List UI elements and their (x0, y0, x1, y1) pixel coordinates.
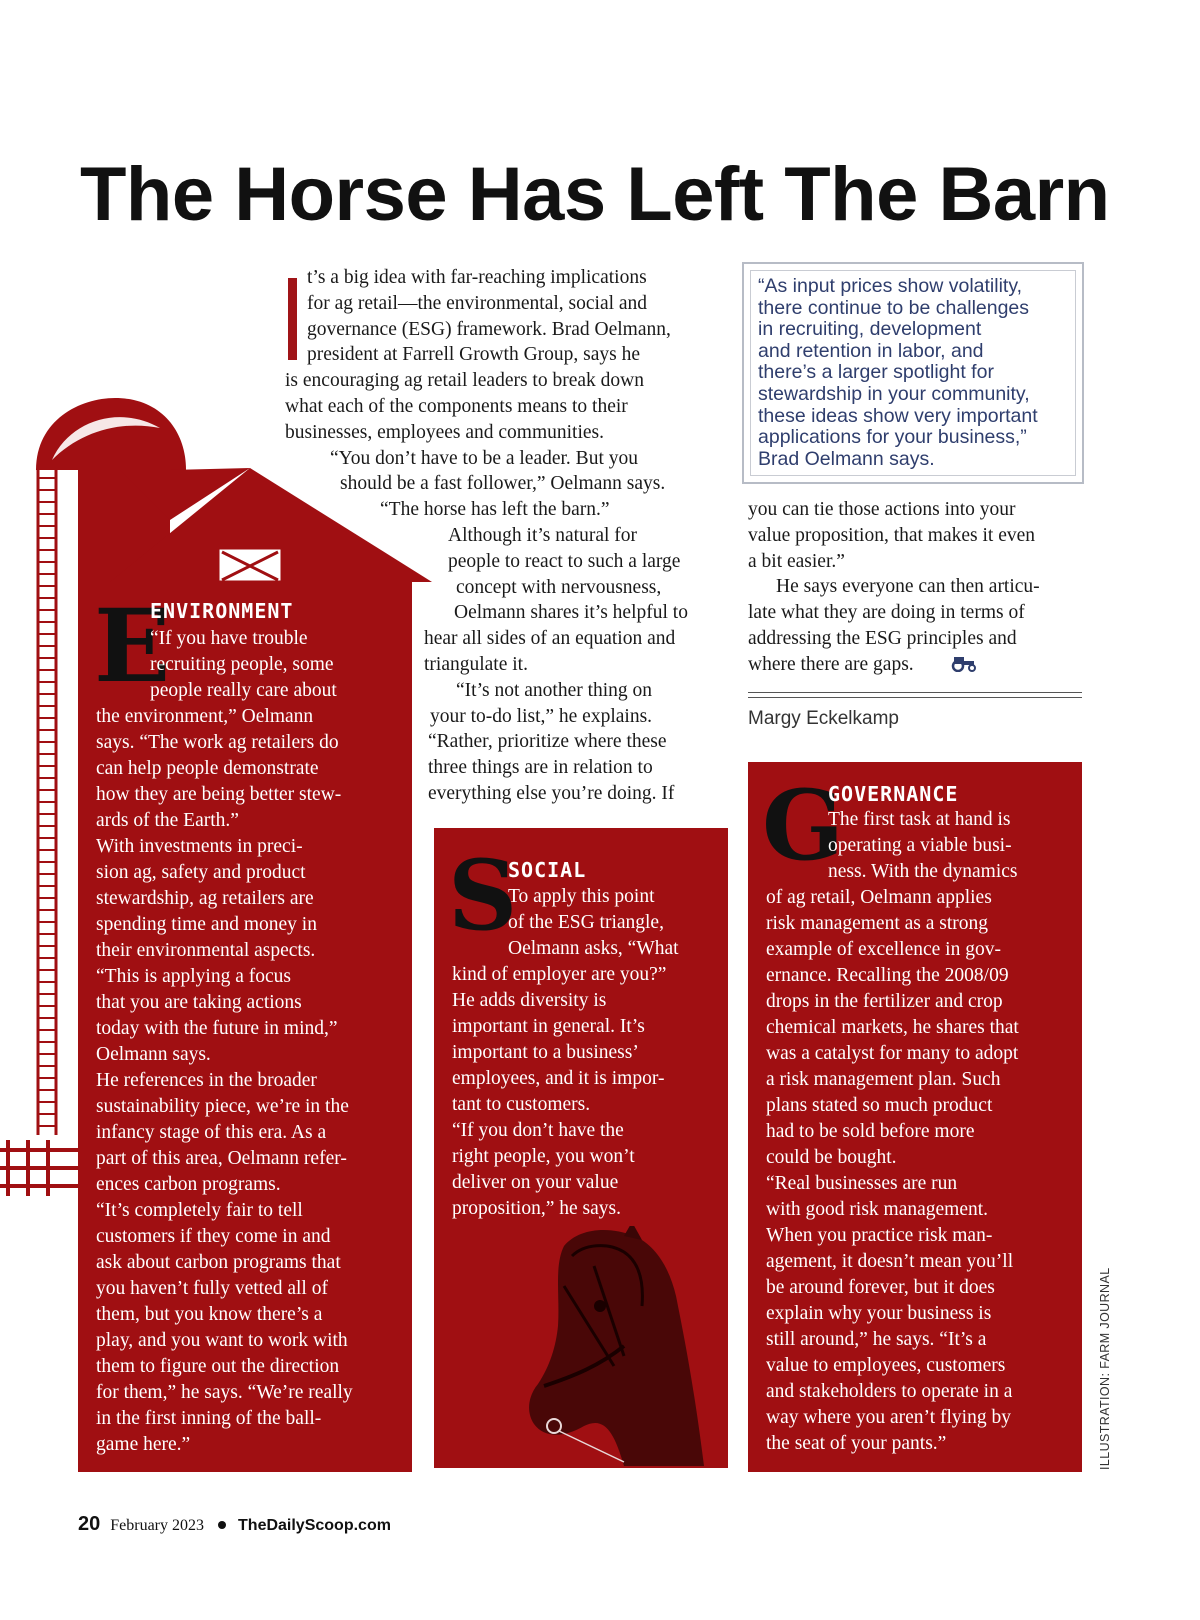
intro-line: businesses, employees and communities. (285, 421, 604, 443)
illustration-credit: ILLUSTRATION: FARM JOURNAL (1098, 1267, 1112, 1470)
right-column-line: where there are gaps. (748, 653, 914, 675)
intro-line: triangulate it. (424, 654, 528, 675)
intro-line: your to-do list,” he explains. (430, 705, 653, 727)
right-column-line: He says everyone can then articu- (776, 576, 1040, 598)
tractor-icon (950, 654, 980, 672)
separator-dot (218, 1521, 226, 1529)
silo-dome (36, 398, 186, 470)
intro-line: t’s a big idea with far-reaching implications (307, 267, 647, 288)
horse-head-illustration (504, 1226, 704, 1466)
right-column-line: you can tie those actions into your (748, 499, 1016, 520)
right-column-line: a bit easier.” (748, 550, 845, 572)
pull-quote-text: “As input prices show volatility, there continue to be challenges in recruiting, development and retention in labor, and there’s a larger spotlight for stewardship in your community, these ideas show very important applications for your business,” Brad Oelmann says. (758, 275, 1038, 470)
governance-body: of ag retail, Oelmann applies risk management as a strong example of excellence in gov- ernance. Recalling the 2008/09 drops in the fertilizer and crop chemical markets, he shares that was a catalyst for many to adopt a risk management plan. Such plans stated so much product had to be sold before more could be bought. “Real businesses are run with good risk management. When you practice risk man- agement, it doesn’t mean you’ll be around forever, but it does explain why your business is still around,” he says. “It’s a value to employees, customers and stakeholders to operate in a way where you aren’t flying by the seat of your pants.” (766, 887, 1019, 1454)
byline-divider (748, 692, 1082, 693)
right-column-line: addressing the ESG principles and (748, 628, 1017, 649)
governance-box (748, 762, 1082, 1472)
social-box (434, 828, 728, 1468)
page-number: 20 (78, 1513, 101, 1535)
intro-line: “It’s not another thing on (456, 679, 653, 701)
page-footer (78, 1513, 391, 1536)
intro-line: for ag retail—the environmental, social and (307, 292, 648, 314)
governance-drop-cap: G (762, 769, 844, 882)
pull-quote-box (742, 262, 1084, 484)
social-drop-cap: S (448, 839, 518, 952)
governance-lead: The first task at hand is operating a viable busi- ness. With the dynamics (828, 809, 1018, 882)
social-body: kind of employer are you?” He adds diversity is important in general. It’s important to a business’ employees, and it is impor- tant to customers. “If you don’t have the right people, you won’t deliver on your value proposition,” he says. (452, 964, 667, 1219)
environment-lead: “If you have trouble recruiting people, some people really care about (150, 628, 337, 701)
intro-line: three things are in relation to (428, 757, 653, 779)
issue-date: February 2023 (110, 1517, 205, 1534)
environment-box (78, 582, 412, 1472)
intro-line: “The horse has left the barn.” (380, 499, 610, 521)
intro-line: should be a fast follower,” Oelmann says. (340, 473, 666, 495)
social-lead: To apply this point of the ESG triangle, Oelmann asks, “What (508, 886, 679, 959)
intro-line: “You don’t have to be a leader. But you (330, 447, 638, 469)
intro-line: hear all sides of an equation and (424, 628, 676, 650)
intro-drop-cap-bar (288, 278, 297, 360)
right-column-line: value proposition, that makes it even (748, 524, 1036, 546)
intro-line: is encouraging ag retail leaders to break down (285, 370, 644, 392)
intro-line: people to react to such a large (448, 550, 681, 572)
intro-line: concept with nervousness, (456, 576, 662, 598)
environment-body: the environment,” Oelmann says. “The work ag retailers do can help people demonstrate how they are being better stew- ards of the Earth.” With investments in preci- sion ag, safety and product stewardship, ag retailers are spending time and money in their environmental aspects. “This is applying a focus that you are taking actions today with the future in mind,” Oelmann says. He references in the broader sustainability piece, we’re in the infancy stage of this era. As a part of this area, Oelmann refer- ences carbon programs. “It’s completely fair to tell customers if they come in and ask about carbon programs that you haven’t fully vetted all of them, but you know there’s a play, and you want to work with them to figure out the direction for them,” he says. “We’re really in the first inning of the ball- game here.” (96, 706, 353, 1455)
site-link[interactable]: TheDailyScoop.com (238, 1517, 391, 1534)
intro-line: what each of the components means to their (285, 396, 628, 417)
byline-divider-second (748, 697, 1082, 698)
intro-line: “Rather, prioritize where these (428, 731, 667, 753)
article-title: The Horse Has Left The Barn (80, 152, 1110, 237)
environment-heading: ENVIRONMENT (150, 599, 294, 623)
intro-line: everything else you’re doing. If (428, 783, 675, 804)
intro-line: Although it’s natural for (448, 525, 638, 546)
governance-heading: GOVERNANCE (828, 782, 959, 806)
intro-line: governance (ESG) framework. Brad Oelmann, (307, 318, 671, 340)
environment-drop-cap: E (94, 587, 171, 705)
right-column-line: late what they are doing in terms of (748, 602, 1025, 624)
fence (0, 1140, 80, 1196)
intro-line: Oelmann shares it’s helpful to (454, 602, 688, 624)
social-heading: SOCIAL (508, 858, 587, 882)
intro-line: president at Farrell Growth Group, says he (307, 344, 641, 366)
byline: Margy Eckelkamp (748, 708, 899, 729)
